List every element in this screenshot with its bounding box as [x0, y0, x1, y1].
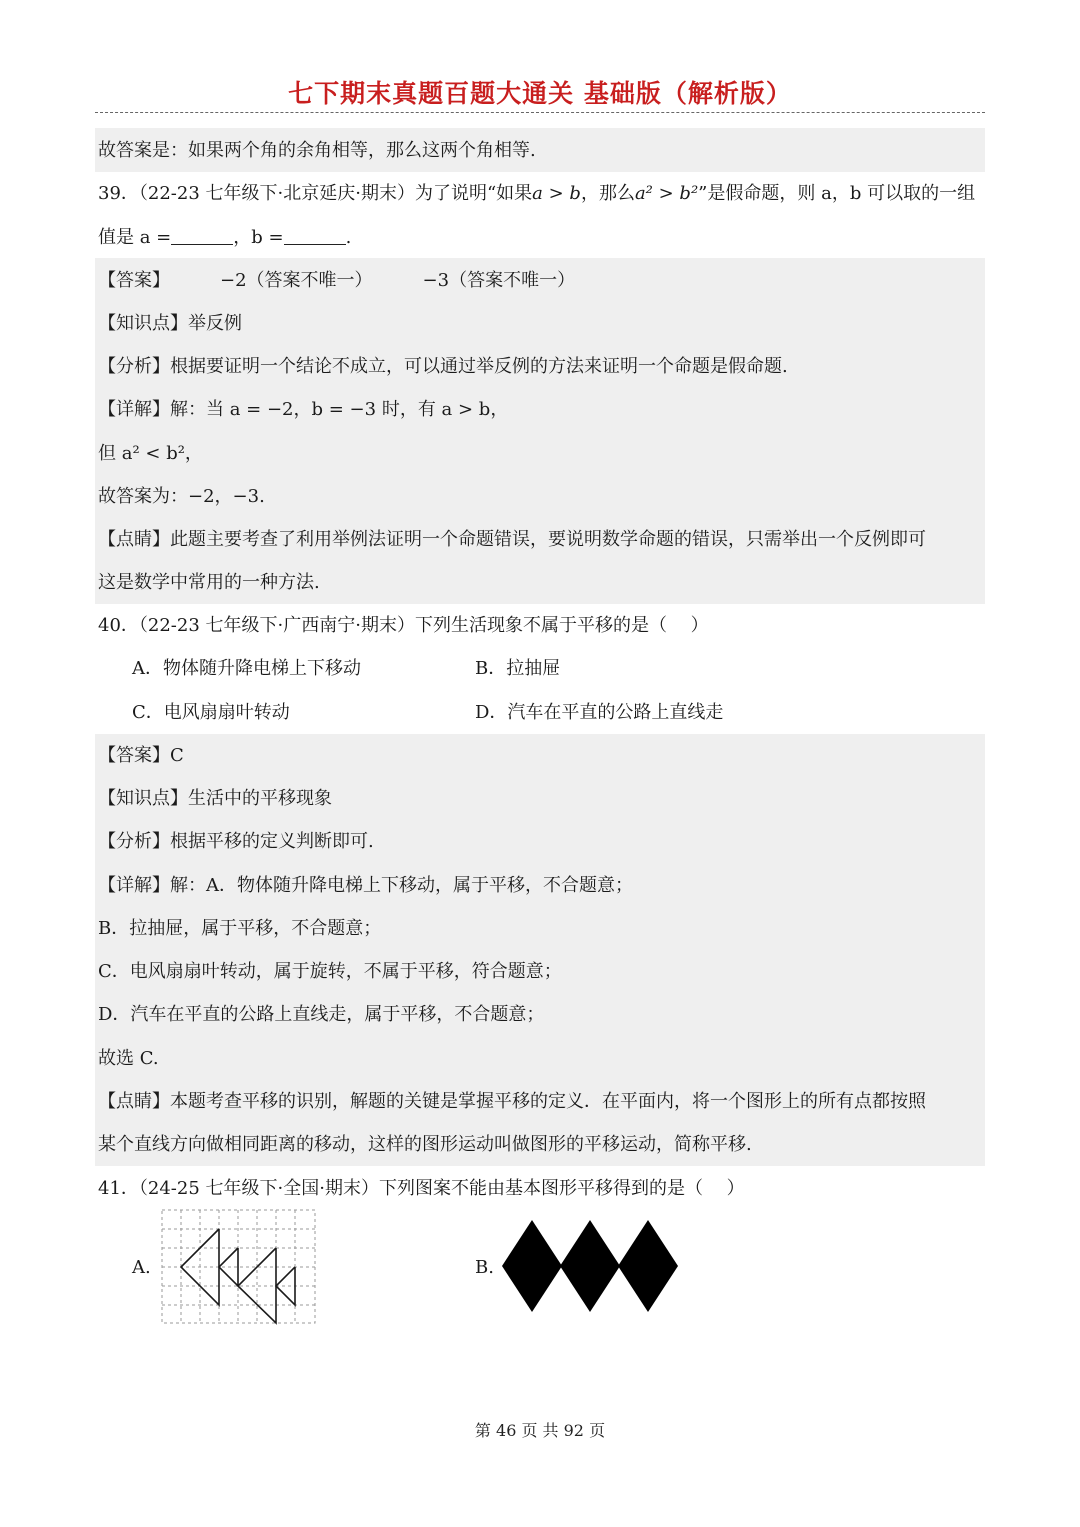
q40-detail: 【详解】解：A．物体随升降电梯上下移动，属于平移，不合题意；	[98, 875, 633, 896]
q39-a-label: 值是 a =	[98, 227, 172, 248]
diamond-2	[560, 1220, 620, 1312]
q41-figure-a-grid-arrows	[160, 1208, 318, 1326]
q41-option-a-label: A.	[132, 1257, 151, 1278]
q39-period: .	[345, 227, 352, 248]
q41-option-b-label: B.	[475, 1257, 494, 1278]
q39-b-label: ，b =	[233, 227, 284, 248]
q39-detail-3: 故答案为：−2，−3.	[98, 486, 265, 507]
q40-detail-b: B．拉抽屉，属于平移，不合题意；	[98, 918, 382, 939]
q40-answer: 【答案】C	[98, 745, 184, 766]
q40-option-a: A．物体随升降电梯上下移动	[132, 658, 361, 679]
prev-answer-text: 故答案是：如果两个角的余角相等，那么这两个角相等.	[98, 140, 536, 161]
q39-blank-a	[171, 228, 233, 245]
q40-option-b: B．拉抽屉	[475, 658, 561, 679]
q40-option-c: C．电风扇扇叶转动	[132, 702, 290, 723]
q39-analysis: 【分析】根据要证明一个结论不成立，可以通过举反例的方法来证明一个命题是假命题.	[98, 356, 788, 377]
q40-knowledge-point: 【知识点】生活中的平移现象	[98, 788, 332, 809]
q40-detail-d: D．汽车在平直的公路上直线走，属于平移，不合题意；	[98, 1004, 545, 1025]
q39-stem-line2	[98, 226, 351, 250]
header-divider	[95, 112, 985, 113]
q40-choose: 故选 C.	[98, 1048, 159, 1069]
q39-blank-b	[284, 228, 346, 245]
q39-solution-block	[95, 258, 985, 604]
q39-answer	[98, 269, 575, 293]
q39-answer-b: −3（答案不唯一）	[422, 270, 576, 291]
q39-answer-label: 【答案】	[98, 270, 170, 291]
q39-comment-2: 这是数学中常用的一种方法.	[98, 572, 320, 593]
q39-mid: ，那么	[580, 183, 635, 204]
q39-conclusion: a² > b²	[634, 183, 699, 204]
q39-comment-1: 【点睛】此题主要考查了利用举例法证明一个命题错误，要说明数学命题的错误，只需举出一个反例即可	[98, 529, 926, 550]
page-title: 七下期末真题百题大通关 基础版（解析版）	[288, 79, 792, 108]
q39-stem-line1	[98, 182, 975, 206]
q41-stem: 41．（24-25 七年级下·全国·期末）下列图案不能由基本图形平移得到的是（ ）	[98, 1178, 745, 1199]
page-number: 第 46 页 共 92 页	[474, 1421, 606, 1440]
q40-option-d: D．汽车在平直的公路上直线走	[475, 702, 724, 723]
q39-answer-a: −2（答案不唯一）	[220, 270, 373, 291]
q40-detail-c: C．电风扇扇叶转动，属于旋转，不属于平移，符合题意；	[98, 961, 562, 982]
q39-tail: ”是假命题，则 a，b 可以取的一组	[698, 183, 976, 204]
q39-detail: 【详解】解：当 a = −2，b = −3 时，有 a > b，	[98, 399, 509, 420]
diamond-3	[618, 1220, 678, 1312]
q39-knowledge-point: 【知识点】举反例	[98, 313, 242, 334]
q39-intro: 39．（22-23 七年级下·北京延庆·期末）为了说明“如果	[98, 183, 533, 204]
q40-comment-1: 【点睛】本题考查平移的识别，解题的关键是掌握平移的定义．在平面内，将一个图形上的所有点都按照	[98, 1091, 926, 1112]
diamond-1	[502, 1220, 562, 1312]
q41-figure-b-diamonds	[502, 1220, 680, 1312]
q39-condition: a > b	[532, 183, 581, 204]
q40-comment-2: 某个直线方向做相同距离的移动，这样的图形运动叫做图形的平移运动，简称平移.	[98, 1134, 752, 1155]
q39-detail-2: 但 a² < b²，	[98, 443, 203, 464]
q40-stem: 40．（22-23 七年级下·广西南宁·期末）下列生活现象不属于平移的是（ ）	[98, 615, 709, 636]
q40-analysis: 【分析】根据平移的定义判断即可.	[98, 831, 374, 852]
